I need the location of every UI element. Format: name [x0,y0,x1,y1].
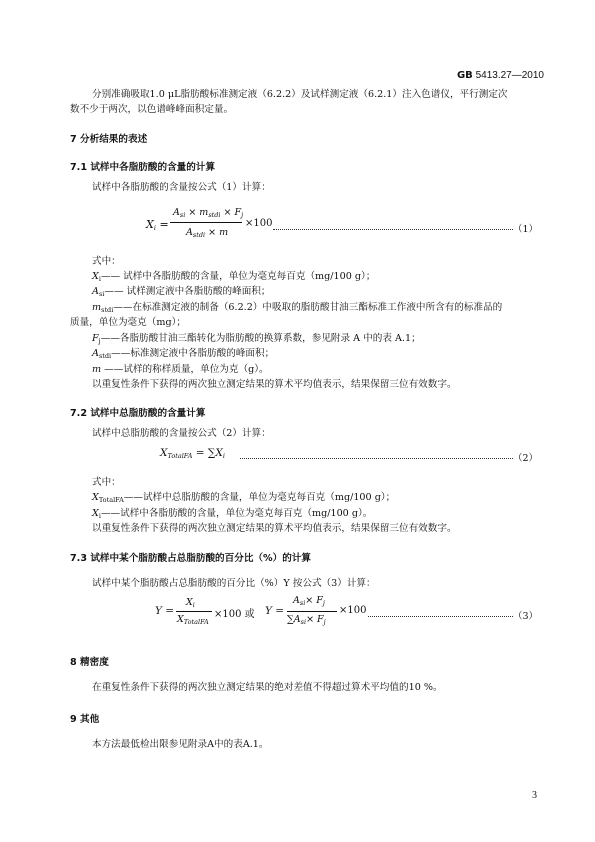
def-asi: $A_{si}——$ 试样测定液中各脂肪酸的峰面积； [92,286,271,298]
formula-1-denominator: $A_{stdi} \times m$ [186,227,229,239]
standard-code: 5413.27—2010 [475,70,544,81]
section-7-3-title: 7.3 试样中某个脂肪酸占总脂肪酸的百分比（%）的计算 [70,553,312,564]
def-mstdi: $m_{stdi}——$在标准测定液的制备（6.2.2）中吸取的脂肪酸甘油三酯标准工作液中所含有的标准品的 [92,302,503,314]
where-label-2: 式中： [92,477,121,488]
intro-line-1: 分别准确吸取1.0 μL脂肪酸标准测定液（6.2.2）及试样测定液（6.2.1）注入色谱仪，平行测定次 [92,89,508,100]
def-astdi: $A_{stdi}——$标准测定液中各脂肪酸的峰面积； [92,348,275,360]
standard-prefix: GB [456,70,473,81]
section-9-title: 9 其他 [70,714,100,725]
section-7-1-lead: 试样中各脂肪酸的含量按公式（1）计算： [92,182,271,193]
section-9-text: 本方法最低检出限参见附录A中的表A.1。 [92,739,269,750]
page-number: 3 [532,790,537,801]
section-7-1-note: 以重复性条件下获得的两次独立测定结果的算术平均值表示，结果保留三位有效数字。 [92,379,457,390]
section-7-1-title: 7.1 试样中各脂肪酸的含量的计算 [70,162,216,173]
def-xtotalfa: $X_{TotalFA}——$试样中总脂肪酸的含量，单位为毫克每百克（mg/100 g）； [92,492,396,504]
def-fj: $F_j——$各脂肪酸甘油三酯转化为脂肪酸的换算系数，参见附录 A 中的表 A.1； [92,333,421,345]
section-7-2-note: 以重复性条件下获得的两次独立测定结果的算术平均值表示，结果保留三位有效数字。 [92,523,457,534]
def-mstdi-cont: 质量，单位为毫克（mg）； [70,317,186,328]
formula-1-fraction-bar [170,222,242,223]
section-7-3-lead: 试样中某个脂肪酸占总脂肪酸的百分比（%）Y 按公式（3）计算： [92,578,376,589]
formula-2-number: （2） [513,453,539,464]
formula-3-number: （3） [513,611,539,622]
where-label-1: 式中： [92,256,121,267]
section-7-2-lead: 试样中总脂肪酸的含量按公式（2）计算： [92,428,271,439]
def-xi-2: $X_i——$试样中各脂肪酸的含量，单位为毫克每百克（mg/100 g）。 [92,508,373,520]
intro-line-2: 数不少于两次，以色谱峰峰面积定量。 [70,104,234,115]
section-8-text: 在重复性条件下获得的两次独立测定结果的绝对差值不得超过算术平均值的10 %。 [92,682,443,693]
formula-1-numerator: $A_{si} \times m_{stdi} \times F_j$ [173,207,244,219]
formula-1-number: （1） [513,224,539,235]
def-xi: $X_i——$ 试样中各脂肪酸的含量，单位为毫克每百克（mg/100 g）； [92,271,376,283]
section-8-title: 8 精密度 [70,657,109,668]
standard-number [457,70,544,81]
section-7-title: 7 分析结果的表述 [70,134,148,145]
def-m: m ——试样的称样质量，单位为克（g）。 [92,364,269,375]
section-7-2-title: 7.2 试样中总脂肪酸的含量计算 [70,408,206,419]
